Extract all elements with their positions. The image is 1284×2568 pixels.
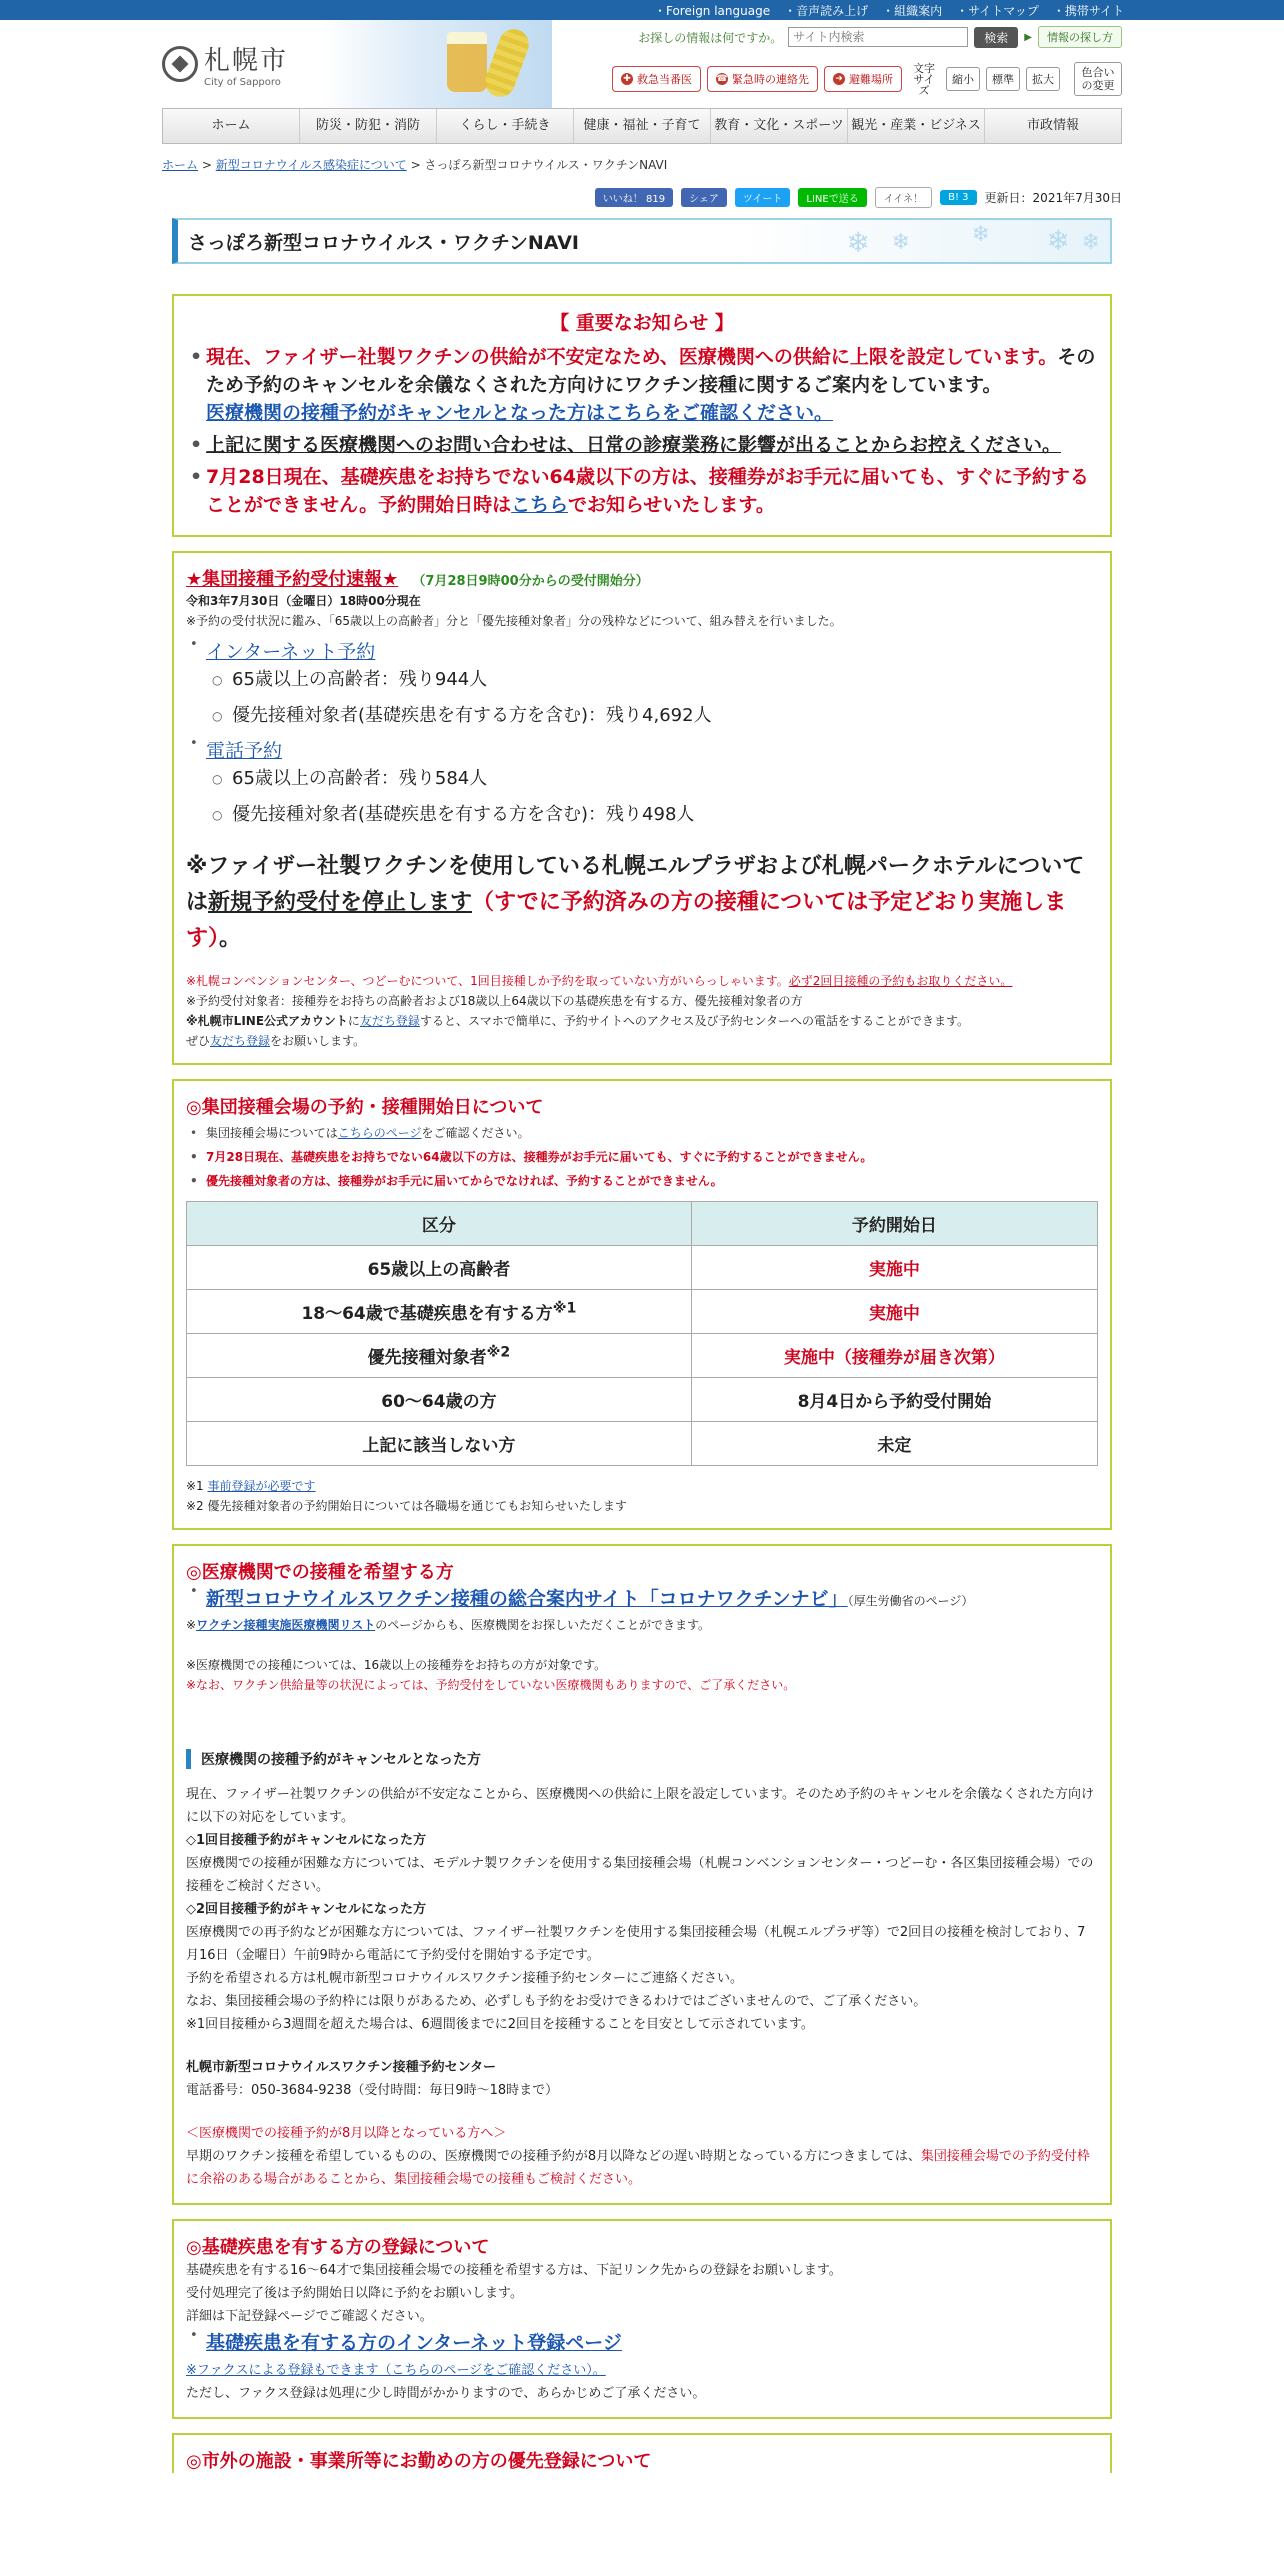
line-account-note: ※札幌市LINE公式アカウントに友だち登録すると、スマホで簡単に、予約サイトへのアクセス及び予約センターへの電話をすることができます。 ぜひ友だち登録をお願いします。 [186,1014,970,1048]
emergency-contact-button[interactable]: ☎ 緊急時の連絡先 [707,66,818,92]
august-heading: ＜医療機関での接種予約が8月以降となっている方へ＞ [186,2126,507,2141]
cancel-info-link[interactable]: 医療機関の接種予約がキャンセルとなった方はこちらをご確認ください。 [206,402,834,424]
vaccine-navi-item: • 新型コロナウイルスワクチン接種の総合案内サイト「コロナワクチンナビ」（厚生労働省のページ） [186,1584,1098,1611]
link-mobile-site[interactable]: ・携帯サイト [1052,3,1124,18]
group-subheading: （7月28日9時00分からの受付開始分） [412,574,649,589]
iine-button[interactable]: イイネ！ [875,187,932,208]
phone-icon: ☎ [716,74,728,84]
snowflake-icon: ❄ [1046,224,1070,257]
nav-home[interactable]: ホーム [163,109,300,143]
search-question: お探しの情報は何ですか。 [638,30,783,45]
table-row: 上記に該当しない方 未定 [187,1422,1098,1466]
footnote-2: ※2 優先接種対象者の予約開始日については各職場を通じてもお知らせいたします [186,1499,627,1513]
emergency-links [612,62,1122,96]
first-dose-heading: ◇1回目接種予約がキャンセルになった方 [186,1833,427,1848]
group-reservation-box [172,551,1112,1065]
schedule-bullet-1: • 集団接種会場についてはこちらのページをご確認ください。 [186,1123,1098,1143]
supply-note: ※なお、ワクチン供給量等の状況によっては、予約受付をしていない医療機関もありますので、ご了承ください。 [186,1678,796,1692]
line-send-button[interactable]: LINEで送る [798,188,866,207]
tweet-button[interactable]: ツイート [735,188,791,207]
underlying-condition-box [172,2219,1112,2419]
link-organization[interactable]: ・組織案内 [882,3,943,18]
venue-page-link[interactable]: こちらのページ [337,1126,422,1140]
important-item-2: • 上記に関する医療機関へのお問い合わせは、日常の診療業務に影響が出ることからお控えください。 [186,431,1098,459]
breadcrumb: ホーム > 新型コロナウイルス感染症について > さっぽろ新型コロナウイルス・ワクチンNAVI [162,158,668,172]
footnote-1: ※1 事前登録が必要です [186,1479,316,1493]
internet-remaining-priority: ○ 優先接種対象者(基礎疾患を有する方を含む)：残り4,692人 [206,700,1098,732]
status-timestamp: 令和3年7月30日（金曜日）18時00分現在 [186,594,421,608]
beer-glass-image [447,32,487,92]
underlying-text-1: 基礎疾患を有する16～64才で集団接種会場での接種を希望する方は、下記リンク先からの登録をお願いします。 [186,2263,842,2278]
important-notice-box [172,294,1112,537]
page-title: さっぽろ新型コロナウイルス・ワクチンNAVI ❄ ❄ ❄ ❄ ❄ [172,218,1112,264]
schedule-box [172,1079,1112,1530]
link-foreign-language[interactable]: ・Foreign language [653,3,771,18]
logo-japanese: 札幌市 [204,46,289,76]
outside-worker-box [172,2433,1112,2473]
fax-note: ただし、ファクス登録は処理に少し時間がかかりますので、あらかじめご了承ください。 [186,2386,706,2401]
nav-disaster[interactable]: 防災・防犯・消防 [300,109,437,143]
schedule-bullet-3: • 優先接種対象者の方は、接種券がお手元に届いてからでなければ、予約することができません。 [186,1171,1098,1191]
table-header-start-date: 予約開始日 [691,1202,1097,1246]
clinic-list-link[interactable]: ワクチン接種実施医療機関リスト [196,1618,376,1632]
line-friend-link-2[interactable]: 友だち登録 [210,1034,271,1048]
schedule-heading: ◎集団接種会場の予約・接種開始日について [186,1097,544,1118]
underlying-text-3: 詳細は下記登録ページでご確認ください。 [186,2309,433,2324]
group-heading: ★集団接種予約受付速報★ [186,569,399,590]
snowflake-icon: ❄ [891,230,910,255]
snowflake-icon: ❄ [971,222,990,247]
top-utility-bar [0,0,1284,20]
nav-education[interactable]: 教育・文化・スポーツ [711,109,848,143]
nav-tourism[interactable]: 観光・産業・ビジネス [848,109,985,143]
contact-center-text: 予約を希望される方は札幌市新型コロナウイルスワクチン接種予約センターにご連絡ください。 [186,1971,744,1986]
table-header-category: 区分 [187,1202,692,1246]
medical-heading: ◎医療機関での接種を希望する方 [186,1562,454,1583]
outside-worker-heading: ◎市外の施設・事業所等にお勤めの方の優先登録について [186,2451,652,2472]
search-button[interactable]: 検索 [974,27,1018,48]
nav-city-info[interactable]: 市政情報 [1026,118,1079,133]
second-dose-text: 医療機関での再予約などが困難な方については、ファイザー社製ワクチンを使用する集団接種会場（札幌エルプラザ等）で2回目の接種を検討しており、7月16日（金曜日）午前9時から電話にて予約受付を開始する予定です。 [186,1925,1086,1963]
call-center-name: 札幌市新型コロナウイルスワクチン接種予約センター [186,2060,497,2075]
social-buttons [162,187,1122,208]
facebook-like-button[interactable]: いいね！ 819 [595,188,673,207]
howto-search-button[interactable]: 情報の探し方 [1038,26,1122,48]
cross-icon: ✚ [621,73,633,85]
fax-registration [186,2359,1098,2382]
vaccine-navi-link[interactable]: 新型コロナウイルスワクチン接種の総合案内サイト「コロナワクチンナビ」 [206,1588,848,1610]
font-standard-button[interactable]: 標準 [986,67,1020,91]
table-row: 18～64歳で基礎疾患を有する方$^{※1}$ 実施中 [187,1290,1098,1334]
snowflake-icon: ❄ [846,226,870,259]
registration-item [186,2328,1098,2355]
hatena-bookmark-button[interactable]: B! 3 [940,190,976,205]
second-dose-heading: ◇2回目接種予約がキャンセルになった方 [186,1902,427,1917]
site-header [162,20,1122,108]
cancel-intro: 現在、ファイザー社製ワクチンの供給が不安定なことから、医療機関への供給に上限を設定しています。そのため予約のキャンセルを余儀なくされた方向けに以下の対応をしています。 [186,1787,1095,1825]
font-size-label: 文字サイズ [913,61,935,97]
nav-health[interactable]: 健康・福祉・子育て [574,109,711,143]
link-voice-reader[interactable]: ・音声読み上げ [784,3,869,18]
global-nav [162,108,1122,144]
pfizer-stop-notice: ※ファイザー社製ワクチンを使用している札幌エルプラザおよび札幌パークホテルについては新規予約受付を停止します（すでに予約済みの方の接種については予定どおり実施します）。 [186,854,1085,951]
first-dose-text: 医療機関での接種が困難な方については、モデルナ製ワクチンを使用する集団接種会場（札幌コンベンションセンター・つどーむ・各区集団接種会場）での接種をご検討ください。 [186,1856,1094,1894]
arrow-right-icon: ▶ [1024,31,1032,43]
important-heading: 【 重要なお知らせ 】 [550,312,734,334]
underlying-text-2: 受付処理完了後は予約開始日以降に予約をお願いします。 [186,2286,523,2301]
age-note: ※医療機関での接種については、16歳以上の接種券をお持ちの方が対象です。 [186,1658,607,1672]
schedule-table [186,1201,1098,1466]
facebook-share-button[interactable]: シェア [681,188,727,207]
important-item-3: • 7月28日現在、基礎疾患をお持ちでない64歳以下の方は、接種券がお手元に届いても、すぐに予約することができません。予約開始日時はこちらでお知らせいたします。 [186,463,1098,519]
fax-registration-link[interactable]: ※ファクスによる登録もできます（こちらのページをご確認ください）。 [186,2363,606,2378]
city-emblem-icon [162,46,198,82]
run-icon: ➜ [833,73,845,85]
nav-living[interactable]: くらし・手続き [437,109,574,143]
snowflake-icon: ❄ [1081,230,1100,255]
table-row: 60～64歳の方 8月4日から予約受付開始 [187,1378,1098,1422]
internet-registration-link[interactable]: 基礎疾患を有する方のインターネット登録ページ [206,2332,622,2354]
internet-reservation [186,637,1098,732]
underlying-heading: ◎基礎疾患を有する方の登録について [186,2237,490,2258]
font-shrink-button[interactable]: 縮小 [946,67,980,91]
line-friend-link[interactable]: 友だち登録 [359,1014,420,1028]
site-logo[interactable] [162,40,288,88]
call-center-phone: 電話番号：050-3684-9238（受付時間：毎日9時～18時まで） [186,2083,559,2098]
important-item-1: • 現在、ファイザー社製ワクチンの供給が不安定なため、医療機関への供給に上限を設定しています。そのため予約のキャンセルを余儀なくされた方向けにワクチン接種に関するご案内をしています。 医療機関の接種予約がキャンセルとなった方はこちらをご確認ください。 [186,343,1098,427]
interval-note: ※1回目接種から3週間を超えた場合は、6週間後までに2回目を接種することを目安として示されています。 [186,2017,814,2032]
updated-date: 更新日：2021年7月30日 [984,191,1122,205]
breadcrumb-home[interactable]: ホーム [162,158,199,172]
second-dose-warning: ※札幌コンベンションセンター、つどーむについて、1回目接種しか予約を取っていない方がいらっしゃいます。必ず2回目接種の予約もお取りください。 [186,974,1013,988]
link-sitemap[interactable]: ・サイトマップ [956,3,1039,18]
search-input[interactable] [788,27,968,47]
evacuation-site-button[interactable]: ➜ 避難場所 [824,66,902,92]
table-row: 優先接種対象者$^{※2}$ 実施中（接種券が届き次第） [187,1334,1098,1378]
cancel-subheading: 医療機関の接種予約がキャンセルとなった方 [186,1749,1098,1769]
schedule-bullet-2: • 7月28日現在、基礎疾患をお持ちでない64歳以下の方は、接種券がお手元に届いても、すぐに予約することができません。 [186,1147,1098,1167]
logo-english: City of Sapporo [204,77,281,88]
search-area [638,26,1122,48]
eligibility-note: ※予約受付対象者：接種券をお持ちの高齢者および18歳以上64歳以下の基礎疾患を有する方、優先接種対象者の方 [186,994,803,1008]
table-row: 65歳以上の高齢者 実施中 [187,1246,1098,1290]
clinic-list-note: ※ワクチン接種実施医療機関リストのページからも、医療機関をお探しいただくことができます。 [186,1618,711,1632]
august-text: 早期のワクチン接種を希望しているものの、医療機関での接種予約が8月以降などの遅い時期となっている方につきましては、集団接種会場での予約受付枠に余裕のある場合があることから、集団接種会場での接種もご検討ください。 [186,2149,1090,2187]
reallocation-note: ※予約の受付状況に鑑み、「65歳以上の高齢者」分と「優先接種対象者」分の残枠などについて、組み替えを行いました。 [186,614,842,628]
phone-reservation [186,736,1098,831]
breadcrumb-parent[interactable]: 新型コロナウイルス感染症について [215,158,407,172]
reservation-start-link[interactable]: こちら [511,494,568,516]
color-change-button[interactable]: 色合いの変更 [1074,62,1122,96]
internet-reservation-link[interactable]: インターネット予約 [206,641,376,663]
medical-box [172,1544,1112,2205]
breadcrumb-current: さっぽろ新型コロナウイルス・ワクチンNAVI [424,158,668,172]
internet-remaining-seniors: ○ 65歳以上の高齢者：残り944人 [206,664,1098,696]
emergency-clinic-button[interactable]: ✚ 救急当番医 [612,66,701,92]
preregistration-link[interactable]: 事前登録が必要です [207,1479,316,1493]
limit-note: なお、集団接種会場の予約枠には限りがあるため、必ずしも予約をお受けできるわけではございませんので、ご了承ください。 [186,1994,927,2009]
font-enlarge-button[interactable]: 拡大 [1026,67,1060,91]
phone-remaining-priority: ○ 優先接種対象者(基礎疾患を有する方を含む)：残り498人 [206,799,1098,831]
phone-remaining-seniors: ○ 65歳以上の高齢者：残り584人 [206,763,1098,795]
phone-reservation-link[interactable]: 電話予約 [206,740,283,762]
